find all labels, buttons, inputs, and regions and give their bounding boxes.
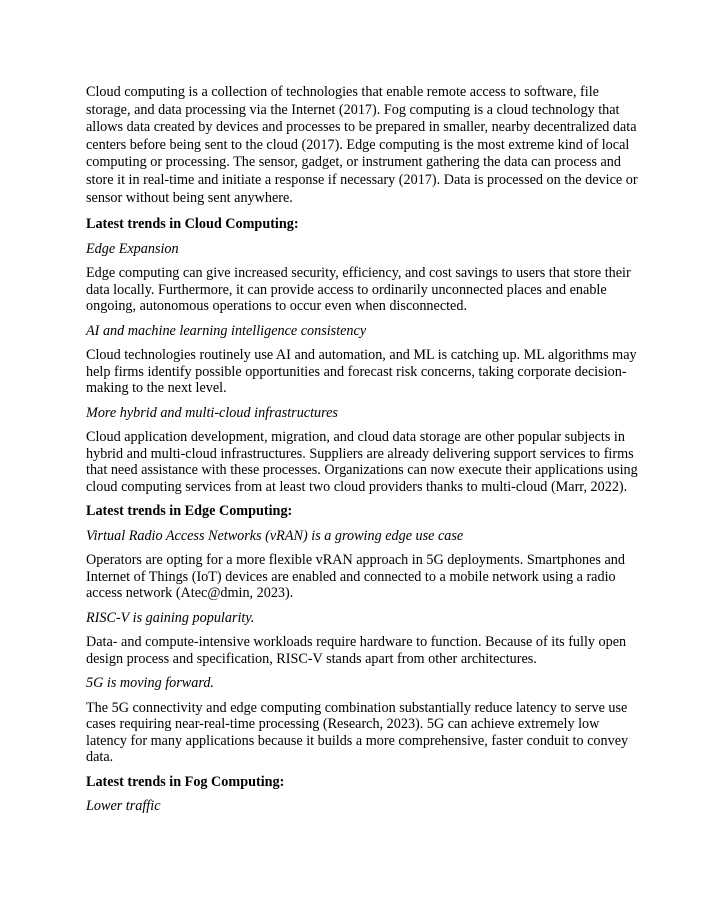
section-heading-cloud: Latest trends in Cloud Computing: bbox=[86, 216, 299, 233]
subheading-lower-traffic: Lower traffic bbox=[86, 798, 161, 815]
subheading-edge-expansion: Edge Expansion bbox=[86, 240, 179, 257]
section-heading-edge: Latest trends in Edge Computing: bbox=[86, 503, 293, 520]
document-page bbox=[86, 84, 642, 823]
section-heading-fog: Latest trends in Fog Computing: bbox=[86, 773, 285, 790]
subheading-hybrid-multicloud: More hybrid and multi-cloud infrastructures bbox=[86, 404, 338, 421]
subheading-vran: Virtual Radio Access Networks (vRAN) is a growing edge use case bbox=[86, 527, 464, 544]
subheading-ai-ml: AI and machine learning intelligence consistency bbox=[86, 322, 367, 339]
intro-paragraph: Cloud computing is a collection of technologies that enable remote access to software, file storage, and data processing via the Internet (2017). Fog computing is a cloud technology that allows data created by devices and processes to be prepared in smaller, nearby decentralized data centers before being sent to the cloud (2017). Edge computing is the most extreme kind of local computing or processing. The sensor, gadget, or instrument gathering the data can process and store it in real-time and initiate a response if necessary (2017). Data is processed on the device or sensor without being sent anywhere. bbox=[86, 84, 638, 206]
subheading-risc-v: RISC-V is gaining popularity. bbox=[86, 609, 255, 626]
paragraph-risc-v: Data- and compute-intensive workloads require hardware to function. Because of its fully open design process and specification, RISC-V stands apart from other architectures. bbox=[86, 634, 627, 667]
paragraph-edge-expansion: Edge computing can give increased security, efficiency, and cost savings to users that store their data locally. Furthermore, it can provide access to ordinarily unconnected places and enable ongoing, autonomous operations to occur even when disconnected. bbox=[86, 265, 631, 315]
paragraph-hybrid-multicloud: Cloud application development, migration, and cloud data storage are other popular subjects in hybrid and multi-cloud infrastructures. Suppliers are already delivering support services to firms that need assistance with these processes. Organizations can now execute their applications using cloud computing services from at least two cloud providers thanks to multi-cloud (Marr, 2022). bbox=[86, 429, 638, 495]
paragraph-vran: Operators are opting for a more flexible vRAN approach in 5G deployments. Smartphones and Internet of Things (IoT) devices are enabled and connected to a mobile network using a radio access network (Atec@dmin, 2023). bbox=[86, 552, 625, 602]
paragraph-5g: The 5G connectivity and edge computing combination substantially reduce latency to serve use cases requiring near-real-time processing (Research, 2023). 5G can achieve extremely low latency for many applications because it builds a more comprehensive, faster conduit to convey data. bbox=[86, 699, 629, 766]
paragraph-ai-ml: Cloud technologies routinely use AI and automation, and ML is catching up. ML algorithms may help firms identify possible opportunities and forecast risk concerns, taking corporate decision-making to the next level. bbox=[86, 347, 637, 397]
subheading-5g: 5G is moving forward. bbox=[86, 675, 214, 692]
